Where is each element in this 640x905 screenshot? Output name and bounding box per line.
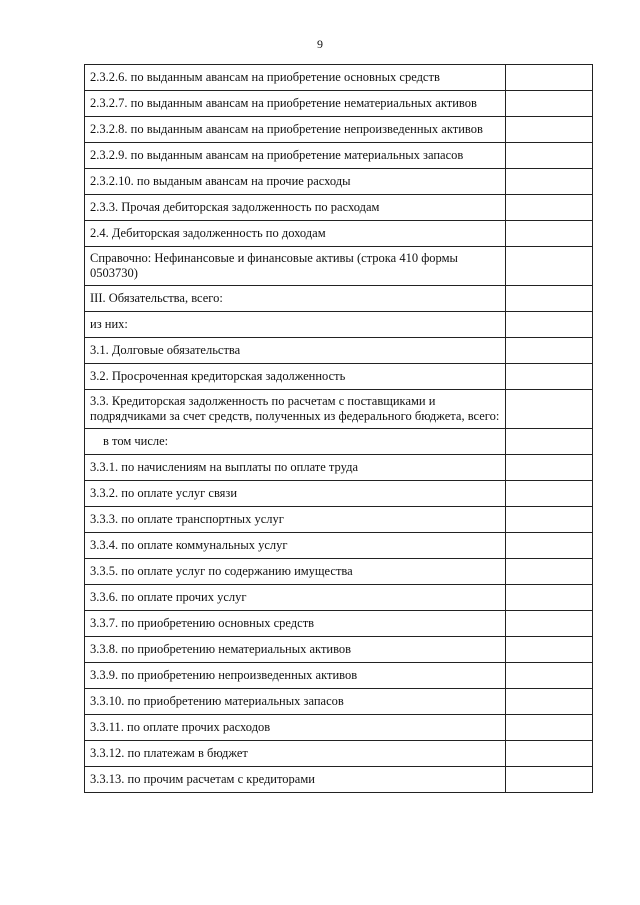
row-value-cell [506, 117, 593, 143]
row-value-cell [506, 65, 593, 91]
row-value-cell [506, 507, 593, 533]
row-label: в том числе: [85, 429, 506, 455]
table-row [85, 91, 593, 117]
row-value-cell [506, 663, 593, 689]
row-value-cell [506, 195, 593, 221]
row-value-cell [506, 364, 593, 390]
table-row [85, 221, 593, 247]
row-value-cell [506, 312, 593, 338]
table-row [85, 481, 593, 507]
table-row [85, 117, 593, 143]
table-row [85, 507, 593, 533]
row-label: 3.3.7. по приобретению основных средств [85, 611, 506, 637]
table-row [85, 390, 593, 429]
row-label: III. Обязательства, всего: [85, 286, 506, 312]
row-label: 3.3. Кредиторская задолженность по расчетам с поставщиками и подрядчиками за счет средств, полученных из федерального бюджета, всего: [85, 390, 506, 429]
row-label: 2.3.2.7. по выданным авансам на приобретение нематериальных активов [85, 91, 506, 117]
table-row [85, 143, 593, 169]
table-row [85, 169, 593, 195]
row-label: Справочно: Нефинансовые и финансовые активы (строка 410 формы 0503730) [85, 247, 506, 286]
row-label: 3.3.8. по приобретению нематериальных активов [85, 637, 506, 663]
row-value-cell [506, 286, 593, 312]
row-label: 2.4. Дебиторская задолженность по доходам [85, 221, 506, 247]
row-label: 3.3.3. по оплате транспортных услуг [85, 507, 506, 533]
row-label: 2.3.3. Прочая дебиторская задолженность по расходам [85, 195, 506, 221]
report-table [84, 64, 593, 793]
page-number: 9 [317, 37, 323, 51]
row-value-cell [506, 429, 593, 455]
row-label: 3.3.12. по платежам в бюджет [85, 741, 506, 767]
table-row [85, 767, 593, 793]
row-label: 2.3.2.9. по выданным авансам на приобретение материальных запасов [85, 143, 506, 169]
row-value-cell [506, 143, 593, 169]
table-row [85, 585, 593, 611]
table-row [85, 429, 593, 455]
row-label: 3.3.1. по начислениям на выплаты по оплате труда [85, 455, 506, 481]
table-row [85, 338, 593, 364]
row-value-cell [506, 715, 593, 741]
table-row [85, 364, 593, 390]
row-value-cell [506, 689, 593, 715]
row-label: 3.3.11. по оплате прочих расходов [85, 715, 506, 741]
row-value-cell [506, 611, 593, 637]
table-row [85, 312, 593, 338]
row-value-cell [506, 91, 593, 117]
row-label: 3.1. Долговые обязательства [85, 338, 506, 364]
row-value-cell [506, 221, 593, 247]
row-value-cell [506, 585, 593, 611]
table-row [85, 533, 593, 559]
row-label: 2.3.2.10. по выданым авансам на прочие расходы [85, 169, 506, 195]
row-value-cell [506, 767, 593, 793]
row-value-cell [506, 637, 593, 663]
table-row [85, 455, 593, 481]
table-row [85, 247, 593, 286]
row-value-cell [506, 533, 593, 559]
table-row [85, 741, 593, 767]
row-value-cell [506, 455, 593, 481]
row-label: 3.3.2. по оплате услуг связи [85, 481, 506, 507]
table-row [85, 286, 593, 312]
table-row [85, 637, 593, 663]
row-label: 2.3.2.6. по выданным авансам на приобретение основных средств [85, 65, 506, 91]
row-label: 3.3.9. по приобретению непроизведенных активов [85, 663, 506, 689]
row-label: 3.3.10. по приобретению материальных запасов [85, 689, 506, 715]
row-value-cell [506, 247, 593, 286]
table-row [85, 689, 593, 715]
table-row [85, 715, 593, 741]
row-value-cell [506, 741, 593, 767]
table-row [85, 663, 593, 689]
row-label: 3.3.5. по оплате услуг по содержанию имущества [85, 559, 506, 585]
row-label: 3.3.13. по прочим расчетам с кредиторами [85, 767, 506, 793]
table-row [85, 559, 593, 585]
row-value-cell [506, 559, 593, 585]
table-row [85, 195, 593, 221]
row-label: 3.2. Просроченная кредиторская задолженность [85, 364, 506, 390]
row-label: 3.3.6. по оплате прочих услуг [85, 585, 506, 611]
row-label: 2.3.2.8. по выданным авансам на приобретение непроизведенных активов [85, 117, 506, 143]
row-value-cell [506, 169, 593, 195]
row-label: из них: [85, 312, 506, 338]
table-row [85, 611, 593, 637]
table-row [85, 65, 593, 91]
row-value-cell [506, 390, 593, 429]
row-value-cell [506, 481, 593, 507]
row-value-cell [506, 338, 593, 364]
row-label: 3.3.4. по оплате коммунальных услуг [85, 533, 506, 559]
